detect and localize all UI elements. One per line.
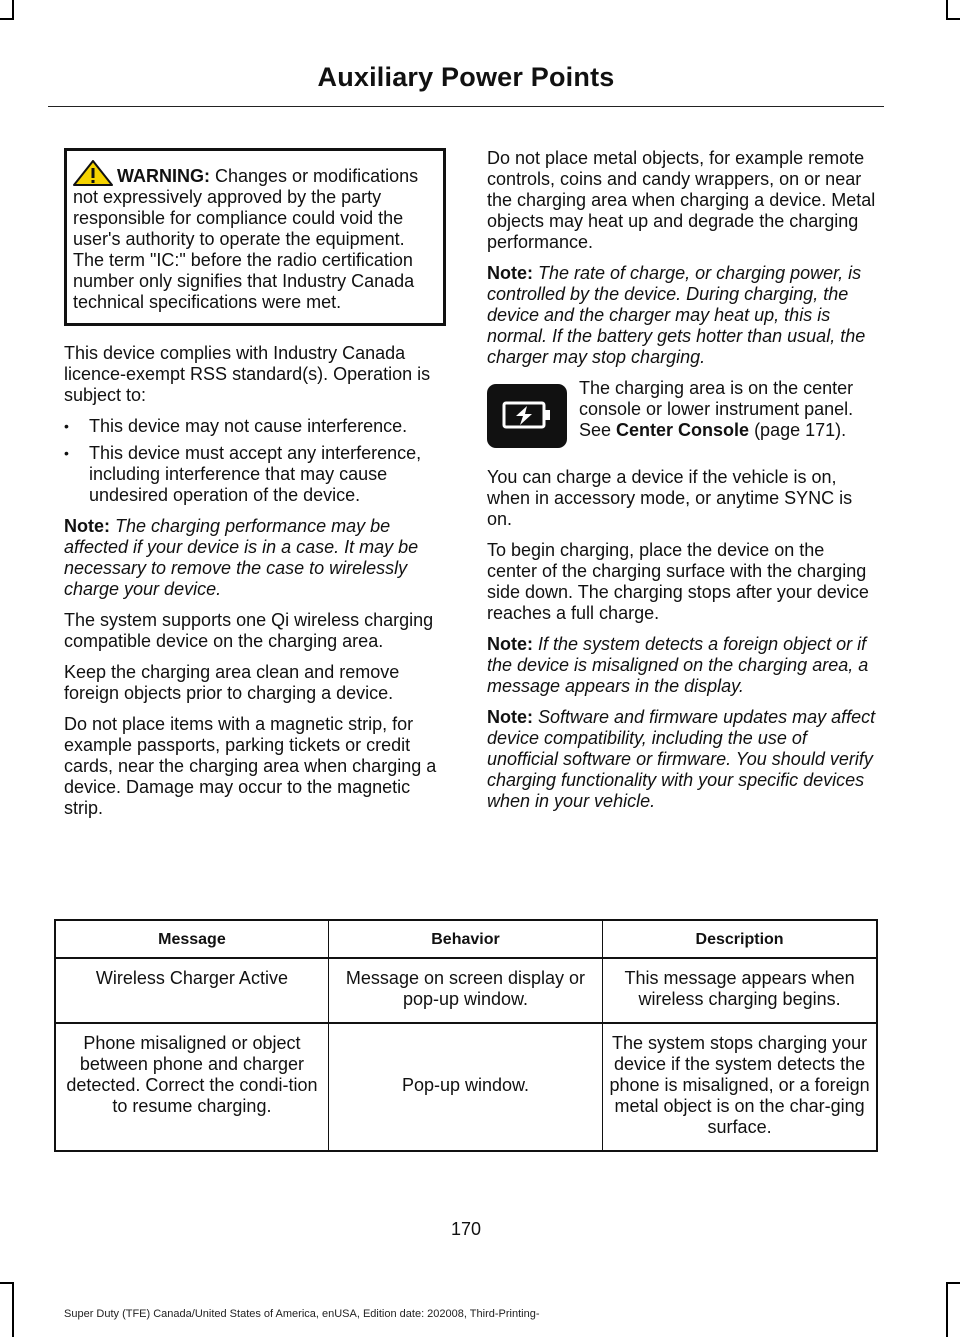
magnetic-strip-paragraph: Do not place items with a magnetic strip, for example passports, parking tickets or credit cards, near the charging area when charging a device. Damage may occur to the magnetic strip.: [64, 714, 437, 818]
page-reference: (page 171).: [749, 420, 847, 440]
table-cell: Message on screen display or pop-up window.: [328, 958, 602, 1023]
charging-area-paragraph: [487, 378, 879, 450]
center-console-link[interactable]: Center Console: [616, 420, 750, 440]
table-cell: Phone misaligned or object between phone and charger detected. Correct the condi-tion to resume charging.: [55, 1023, 328, 1151]
crop-mark: [12, 1282, 14, 1337]
table-row: [55, 958, 877, 1023]
list-item: • This device may not cause interference.: [64, 416, 446, 437]
note-label: Note:: [487, 263, 533, 283]
begin-charging-paragraph: To begin charging, place the device on the center of the charging surface with the charging side down. The charging stops after your device reaches a full charge.: [487, 540, 869, 623]
crop-mark: [12, 0, 14, 18]
note-paragraph: [487, 707, 879, 812]
table-cell: Wireless Charger Active: [55, 958, 328, 1023]
crop-mark: [946, 1282, 960, 1284]
crop-mark: [946, 0, 948, 18]
clean-area-paragraph: Keep the charging area clean and remove foreign objects prior to charging a device.: [64, 662, 400, 703]
column-header-description: Description: [603, 920, 877, 958]
metal-objects-paragraph: Do not place metal objects, for example remote controls, coins and candy wrappers, on or near the charging area when charging a device. Metal objects may heat up and degrade the charging performance.: [487, 148, 876, 252]
warning-box: [64, 148, 446, 326]
column-header-message: Message: [55, 920, 328, 958]
crop-mark: [946, 18, 960, 20]
crop-mark: [946, 1282, 948, 1337]
note-paragraph: [64, 516, 446, 600]
table-cell: Pop-up window.: [328, 1023, 602, 1151]
note-text: Software and firmware updates may affect device compatibility, including the use of unofficial software or firmware. You should verify charging functionality with your specific devices when in your vehicle.: [487, 707, 876, 811]
table-cell: This message appears when wireless charging begins.: [603, 958, 877, 1023]
title-divider: [48, 106, 884, 107]
warning-label: WARNING:: [117, 166, 210, 186]
footer-edition-info: Super Duty (TFE) Canada/United States of America, enUSA, Edition date: 202008, Third-Printing-: [64, 1308, 540, 1320]
qi-support-paragraph: The system supports one Qi wireless charging compatible device on the charging area.: [64, 610, 434, 651]
note-paragraph: [487, 263, 879, 368]
charge-conditions-paragraph: You can charge a device if the vehicle is on, when in accessory mode, or anytime SYNC is on.: [487, 467, 853, 529]
wireless-charging-icon: [487, 384, 567, 448]
note-text: If the system detects a foreign object or if the device is misaligned on the charging area, a message appears in the display.: [487, 634, 869, 696]
note-paragraph: [487, 634, 879, 697]
table-header-row: [55, 920, 877, 958]
list-item: • This device must accept any interference, including interference that may cause undesired operation of the device.: [64, 443, 446, 506]
note-text: The charging performance may be affected if your device is in a case. It may be necessary to remove the case to wirelessly charge your device.: [64, 516, 419, 599]
note-label: Note:: [64, 516, 110, 536]
right-column: [487, 148, 879, 822]
page-title: Auxiliary Power Points: [317, 62, 615, 92]
crop-mark: [0, 1282, 14, 1284]
crop-mark: [0, 18, 14, 20]
column-header-behavior: Behavior: [328, 920, 602, 958]
charging-area-text: The charging area is on the center console or lower instrument panel. See: [579, 378, 854, 440]
note-label: Note:: [487, 707, 533, 727]
note-label: Note:: [487, 634, 533, 654]
table-row: [55, 1023, 877, 1151]
warning-text: Changes or modifications not expressively approved by the party responsible for compliance could void the user's authority to operate the equipment. The term "IC:" before the radio certification number only signifies that Industry Canada technical specifications were met.: [73, 166, 419, 312]
left-column: [64, 148, 446, 829]
table-cell: The system stops charging your device if the system detects the phone is misaligned, or a foreign metal object is on the char-ging surface.: [603, 1023, 877, 1151]
note-text: The rate of charge, or charging power, is controlled by the device. During charging, the device and the charger may heat up, this is normal. If the battery gets hotter than usual, the charger may stop charging.: [487, 263, 866, 367]
messages-table: [54, 919, 878, 1152]
warning-triangle-icon: [73, 160, 113, 186]
page-number: 170: [450, 1219, 482, 1239]
compliance-paragraph: This device complies with Industry Canada licence-exempt RSS standard(s). Operation is subject to:: [64, 343, 431, 405]
operation-conditions-list: [64, 416, 446, 506]
